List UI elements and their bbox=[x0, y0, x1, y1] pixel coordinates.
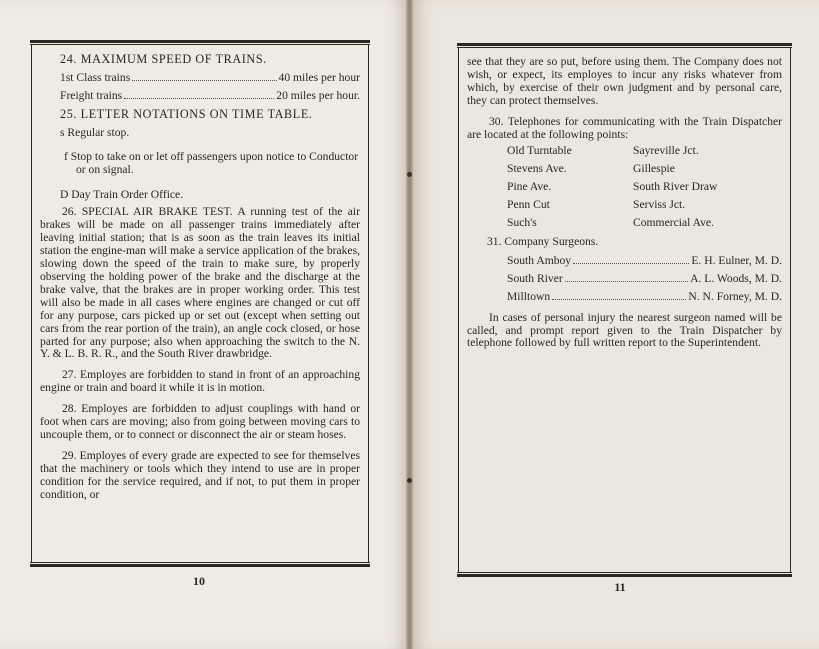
rule-26: 26. SPECIAL AIR BRAKE TEST. A running test of the air brakes will be made on all passenger trains immediately after leaving initial station; that is as soon as the train leaves its initial station the engine-man will make a service application of the brakes, slowing down the speed of the train to make sure, by properly observing the holding power of the brake and the discharge at the brake valve, that the brakes are in proper working order. This test will also be made in all cases where engines are changed or cut off for any purpose, cars picked up or set out (except when setting out cars from the rear portion of the train), an angle cock closed, or hose parted for any purpose; also when approaching the switch to the N. Y. & L. B. R. R., and the South River drawbridge. bbox=[40, 205, 360, 361]
right-page-frame bbox=[458, 48, 791, 572]
page-number: 10 bbox=[193, 574, 205, 588]
telephone-location: Commercial Ave. bbox=[633, 216, 714, 230]
telephone-location: Penn Cut bbox=[507, 198, 550, 212]
notation-f: f Stop to take on or let off passengers upon notice to Conductor or on signal. bbox=[64, 150, 359, 177]
right-page-content bbox=[467, 56, 782, 358]
surgeon-row bbox=[507, 273, 782, 286]
surgeon-name: N. N. Forney, M. D. bbox=[688, 289, 782, 303]
surgeon-row bbox=[507, 291, 782, 304]
page-number: 11 bbox=[614, 580, 626, 594]
speed-row-value: 40 miles per hour bbox=[278, 70, 360, 84]
rule-28: 28. Employes are forbidden to adjust couplings with hand or foot when cars are moving; also from going between moving cars to uncouple them, or to connect or disconnect the air or steam hoses. bbox=[40, 402, 360, 441]
surgeon-row bbox=[507, 255, 782, 268]
telephone-locations bbox=[507, 145, 782, 230]
leader-dots bbox=[552, 299, 686, 300]
telephone-location: Pine Ave. bbox=[507, 180, 552, 194]
notation-s: s Regular stop. bbox=[60, 125, 130, 139]
telephone-location: Stevens Ave. bbox=[507, 162, 567, 176]
telephone-location: Such's bbox=[507, 216, 537, 230]
surgeon-place: South Amboy bbox=[507, 253, 572, 267]
rule-30: 30. Telephones for communicating with the Train Dispatcher are located at the following points: bbox=[467, 114, 782, 141]
binding-stitch bbox=[407, 478, 412, 483]
telephone-location: Serviss Jct. bbox=[633, 198, 686, 212]
leader-dots bbox=[124, 98, 274, 99]
surgeon-name: A. L. Woods, M. D. bbox=[690, 271, 782, 285]
telephone-location: Old Turntable bbox=[507, 144, 572, 158]
surgeon-place: South River bbox=[507, 271, 563, 285]
left-page bbox=[0, 0, 408, 649]
speed-row-freight bbox=[60, 90, 360, 103]
left-page-content bbox=[40, 53, 360, 509]
rule-29-continuation: see that they are so put, before using them. The Company does not wish, or expect, its employes to incur any risks whatever from which, by exercise of their own judgment and by personal care, they can protect themselves. bbox=[467, 55, 782, 107]
rule-31-heading: 31. Company Surgeons. bbox=[487, 234, 599, 248]
rule-27: 27. Employes are forbidden to stand in front of an approaching engine or train and board it while it is in motion. bbox=[40, 368, 360, 395]
telephone-location: South River Draw bbox=[633, 180, 718, 194]
left-page-frame bbox=[31, 45, 369, 562]
rule-24-heading: 24. MAXIMUM SPEED OF TRAINS. bbox=[60, 52, 267, 66]
surgeon-list bbox=[507, 255, 782, 304]
notation-d: D Day Train Order Office. bbox=[60, 187, 184, 201]
surgeon-name: E. H. Eulner, M. D. bbox=[691, 253, 782, 267]
binding-stitch bbox=[407, 172, 412, 177]
surgeon-place: Milltown bbox=[507, 289, 551, 303]
telephone-location: Sayreville Jct. bbox=[633, 144, 699, 158]
speed-row-label: Freight trains bbox=[60, 88, 123, 102]
rule-25-heading: 25. LETTER NOTATIONS ON TIME TABLE. bbox=[60, 106, 313, 121]
rule-29: 29. Employes of every grade are expected to see for themselves that the machinery or tools which they intend to use are in proper condition for the service required, and if not, to put them in proper condition, or bbox=[40, 448, 360, 501]
injury-note: In cases of personal injury the nearest surgeon named will be called, and prompt report given to the Train Dispatcher by telephone followed by full written report to the Superintendent. bbox=[467, 310, 782, 350]
leader-dots bbox=[565, 281, 688, 282]
leader-dots bbox=[573, 263, 689, 264]
speed-row-first-class bbox=[60, 72, 360, 85]
telephone-location: Gillespie bbox=[633, 162, 675, 176]
leader-dots bbox=[132, 80, 276, 81]
speed-row-label: 1st Class trains bbox=[60, 70, 131, 84]
speed-row-value: 20 miles per hour. bbox=[276, 88, 360, 102]
book-spine-gutter bbox=[406, 0, 413, 649]
